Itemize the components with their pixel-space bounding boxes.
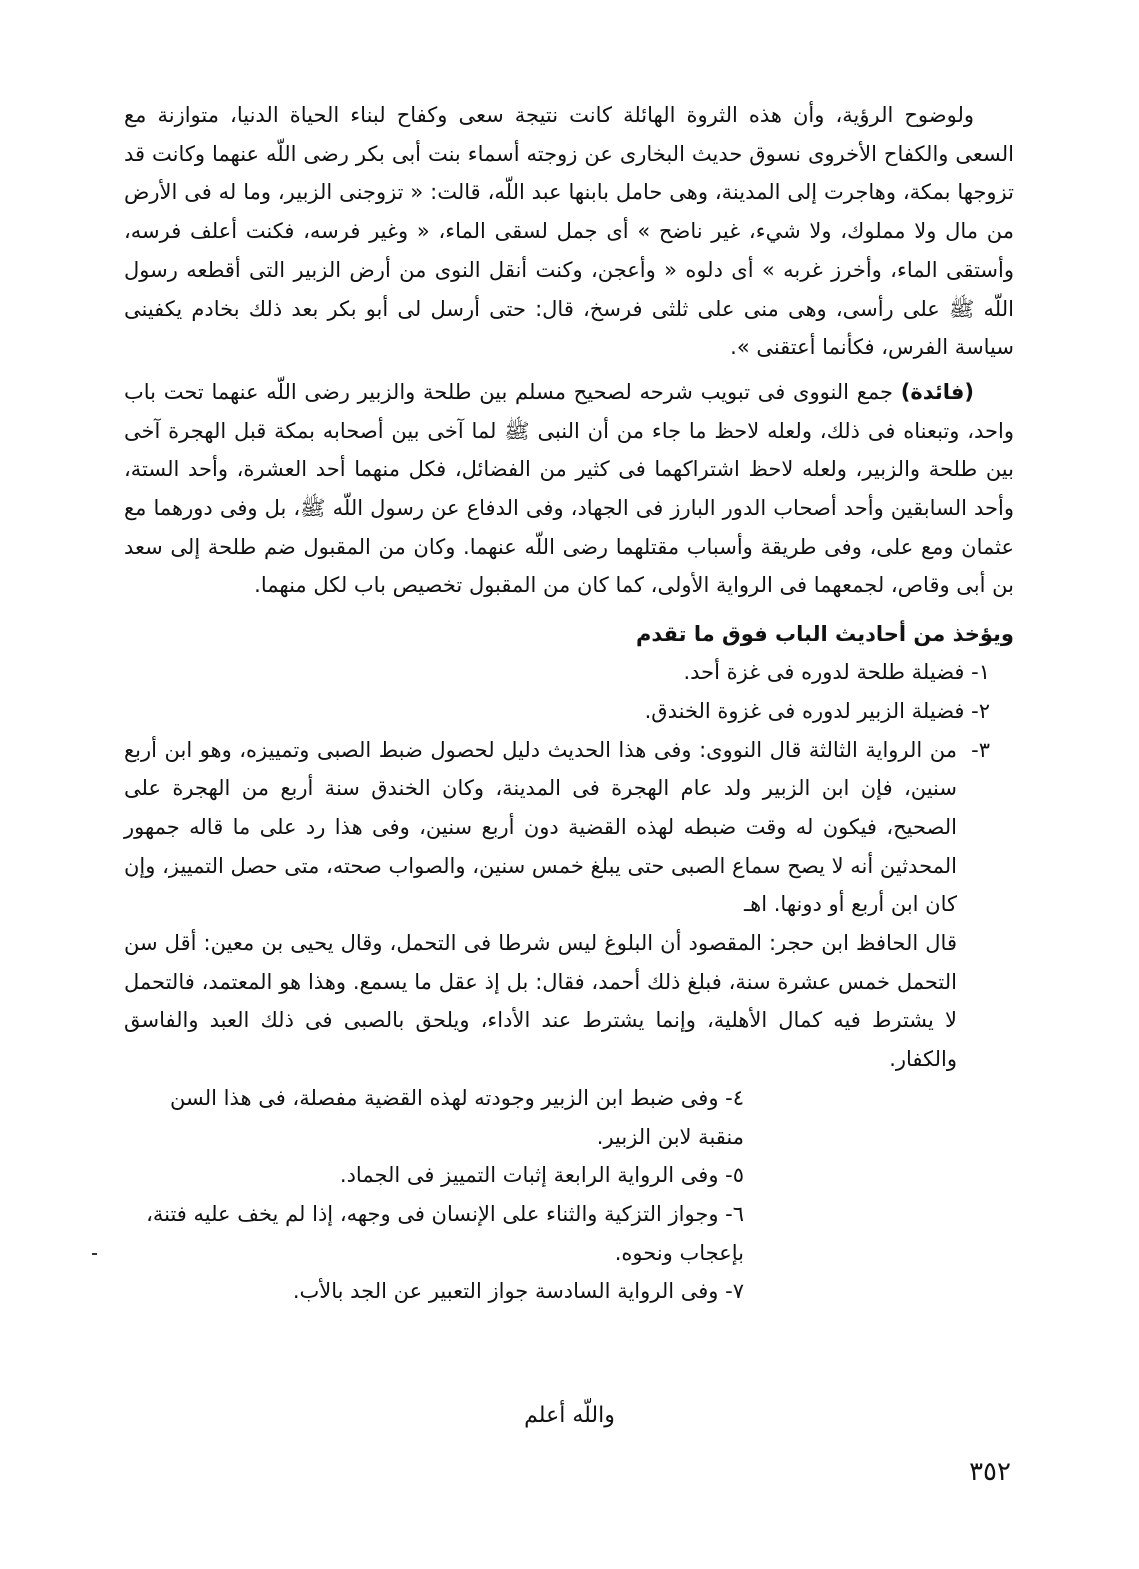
closing-phrase: واللّه أعلم (524, 1403, 615, 1428)
list-item-4: ٤- وفى ضبط ابن الزبير وجودته لهذه القضية مفصلة، فى هذا السن منقبة لابن الزبير. (169, 1085, 744, 1149)
list-item-3-number: ٣- (971, 737, 990, 762)
list-item-5: ٥- وفى الرواية الرابعة إثبات التمييز فى الجماد. (339, 1163, 744, 1188)
note-paragraph (124, 373, 1014, 605)
page-number: ٣٥٢ (969, 1457, 1011, 1487)
list-item-3 (124, 731, 1014, 1079)
list-item-7: ٧- وفى الرواية السادسة جواز التعبير عن الجد بالأب. (292, 1279, 744, 1304)
note-text: جمع النووى فى تبويب شرحه لصحيح مسلم بين طلحة والزبير رضى اللّه عنهما تحت باب واحد، وتبعناه فى ذلك، ولعله لاحظ ما جاء من أن النبى ﷺ لما آخى بين أصحابه بمكة قبل الهجرة آخى بين طلحة والزبير، ولعله لاحظ اشتراكهما فى كثير من الفضائل، فكل منهما أحد العشرة، وأحد الستة، وأحد السابقين وأحد أصحاب الدور البارز فى الجهاد، وفى الدفاع عن رسول اللّه ﷺ، بل وفى دورهما مع عثمان ومع على، وفى طريقة وأسباب مقتلهما رضى اللّه عنهما. وكان من المقبول ضم طلحة إلى سعد بن أبى وقاص، لجمعهما فى الرواية الأولى، كما كان من المقبول تخصيص باب لكل منهما. (124, 379, 1014, 598)
list-item-3-nawawi: من الرواية الثالثة قال النووى: وفى هذا الحديث دليل لحصول ضبط الصبى وتمييزه، وهو ابن أربع سنين، فإن ابن الزبير ولد عام الهجرة فى المدينة، وكان الخندق سنة أربع من الهجرة على الصحيح، فيكون له وقت ضبطه لهذه القضية دون أربع سنين، وفى هذا رد على ما قاله جمهور المحدثين أنه لا يصح سماع الصبى حتى يبلغ خمس سنين، والصواب صحته، متى حصل التمييز، وإن كان ابن أربع أو دونها. اهـ (124, 737, 957, 917)
list-item-1: ١- فضيلة طلحة لدوره فى غزة أحد. (683, 660, 990, 685)
list-item-3-body (124, 731, 957, 1079)
intro-paragraph: ولوضوح الرؤية، وأن هذه الثروة الهائلة كانت نتيجة سعى وكفاح لبناء الحياة الدنيا، متوازنة مع السعى والكفاح الأخروى نسوق حديث البخارى عن زوجته أسماء بنت أبى بكر رضى اللّه عنهما وكانت قد تزوجها بمكة، وهاجرت إلى المدينة، وهى حامل بابنها عبد اللّه، قالت: « تزوجنى الزبير، وما له فى الأرض من مال ولا مملوك، ولا شيء، غير ناضح » أى جمل لسقى الماء، « وغير فرسه، فكنت أعلف فرسه، وأستقى الماء، وأخرز غربه » أى دلوه « وأعجن، وكنت أنقل النوى من أرض الزبير التى أقطعه رسول اللّه ﷺ على رأسى، وهى منى على ثلثى فرسخ، قال: حتى أرسل لى أبو بكر بعد ذلك بخادم يكفينى سياسة الفرس، فكأنما أعتقنى ». (124, 103, 1014, 360)
page-body (124, 96, 1014, 1311)
list-item-2: ٢- فضيلة الزبير لدوره فى غزوة الخندق. (644, 698, 990, 723)
scan-mark (92, 1253, 97, 1255)
note-label: (فائدة) (900, 379, 974, 404)
list-item-3-ibn-hajar: قال الحافظ ابن حجر: المقصود أن البلوغ ليس شرطا فى التحمل، وقال يحيى بن معين: أقل سن التحمل خمس عشرة سنة، فبلغ ذلك أحمد، فقال: بل إذ عقل ما يسمع. وهذا هو المعتمد، فالتحمل لا يشترط فيه كمال الأهلية، وإنما يشترط عند الأداء، ويلحق بالصبى فى ذلك العبد والفاسق والكفار. (124, 931, 957, 1072)
lessons-list (124, 653, 1014, 1311)
section-heading: ويؤخذ من أحاديث الباب فوق ما تقدم (636, 622, 1014, 647)
list-item-6: ٦- وجواز التزكية والثناء على الإنسان فى وجهه، إذا لم يخف عليه فتنة، بإعجاب ونحوه. (146, 1201, 744, 1265)
